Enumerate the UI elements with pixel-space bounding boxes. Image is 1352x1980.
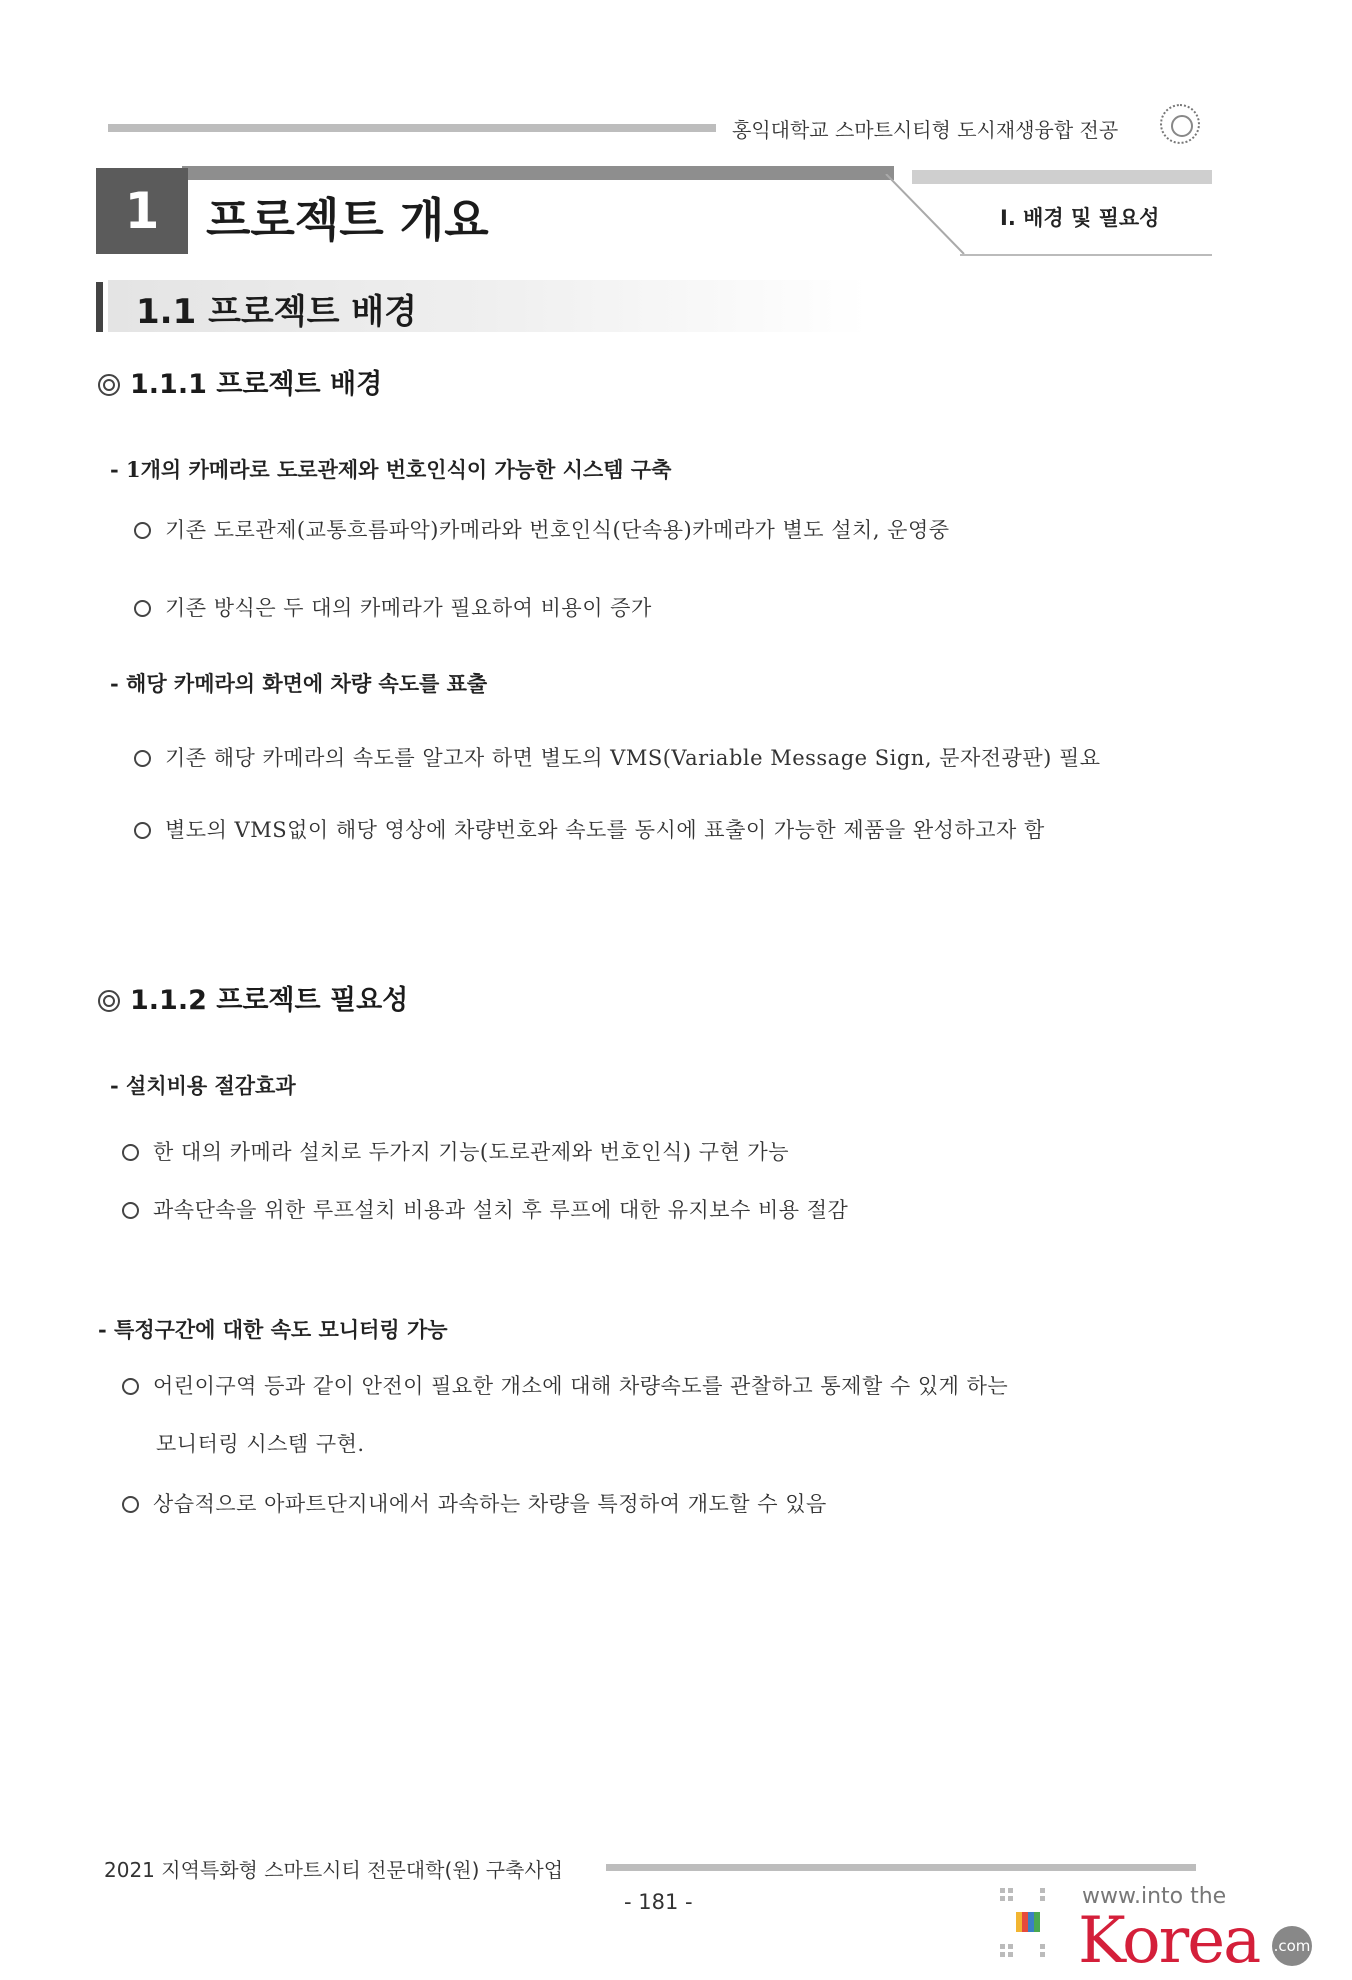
list-item: 기존 도로관제(교통흐름파악)카메라와 번호인식(단속용)카메라가 별도 설치, 운영중 (134, 514, 950, 544)
chapter-title: 프로젝트 개요 (206, 193, 489, 247)
list-item: 기존 방식은 두 대의 카메라가 필요하여 비용이 증가 (134, 592, 652, 622)
chapter-diagonal (880, 174, 970, 258)
subsection-title: 1.1.1 프로젝트 배경 (98, 362, 382, 401)
circle-bullet-icon (134, 600, 151, 617)
circle-bullet-icon (134, 822, 151, 839)
group-heading: - 1개의 카메라로 도로관제와 번호인식이 가능한 시스템 구축 (110, 457, 672, 482)
watermark-com: .com (1272, 1926, 1312, 1966)
chapter-number: 1 (96, 168, 188, 254)
watermark-brand: Korea (1078, 1904, 1260, 1978)
subsection-title: 1.1.2 프로젝트 필요성 (98, 978, 408, 1017)
list-item: 별도의 VMS없이 해당 영상에 차량번호와 속도를 동시에 표출이 가능한 제품을 완성하고자 함 (134, 814, 1045, 844)
watermark-grid-icon (1000, 1888, 1052, 1958)
group-heading: - 해당 카메라의 화면에 차량 속도를 표출 (110, 671, 488, 696)
footer-project: 2021 지역특화형 스마트시티 전문대학(원) 구축사업 (104, 1858, 564, 1882)
watermark-url: www.into the (1082, 1884, 1227, 1909)
footer-rule (606, 1864, 1196, 1871)
list-item: 기존 해당 카메라의 속도를 알고자 하면 별도의 VMS(Variable Message Sign, 문자전광판) 필요 (134, 742, 1101, 772)
chapter-bottom-rule (960, 254, 1212, 256)
list-item: 상습적으로 아파트단지내에서 과속하는 차량을 특정하여 개도할 수 있음 (122, 1488, 827, 1518)
chapter-subtitle: Ⅰ. 배경 및 필요성 (1000, 206, 1160, 230)
double-circle-icon (98, 374, 120, 396)
section-title: 1.1 프로젝트 배경 (136, 292, 417, 332)
list-item-continuation: 모니터링 시스템 구현. (156, 1432, 365, 1456)
circle-bullet-icon (122, 1202, 139, 1219)
group-heading: - 특정구간에 대한 속도 모니터링 가능 (98, 1317, 448, 1342)
page-number: - 181 - (624, 1890, 693, 1914)
university-seal-icon (1160, 104, 1200, 144)
double-circle-icon (98, 990, 120, 1012)
circle-bullet-icon (122, 1378, 139, 1395)
list-item: 과속단속을 위한 루프설치 비용과 설치 후 루프에 대한 유지보수 비용 절감 (122, 1194, 848, 1224)
header-university: 홍익대학교 스마트시티형 도시재생융합 전공 (732, 118, 1119, 142)
section-title-bar (96, 282, 103, 332)
list-item: 어린이구역 등과 같이 안전이 필요한 개소에 대해 차량속도를 관찰하고 통제할 수 있게 하는 (122, 1370, 1008, 1400)
chapter-top-bar (182, 166, 894, 180)
circle-bullet-icon (122, 1144, 139, 1161)
circle-bullet-icon (134, 522, 151, 539)
group-heading: - 설치비용 절감효과 (110, 1073, 296, 1098)
circle-bullet-icon (122, 1496, 139, 1513)
header-rule (108, 124, 716, 132)
list-item: 한 대의 카메라 설치로 두가지 기능(도로관제와 번호인식) 구현 가능 (122, 1136, 789, 1166)
circle-bullet-icon (134, 750, 151, 767)
